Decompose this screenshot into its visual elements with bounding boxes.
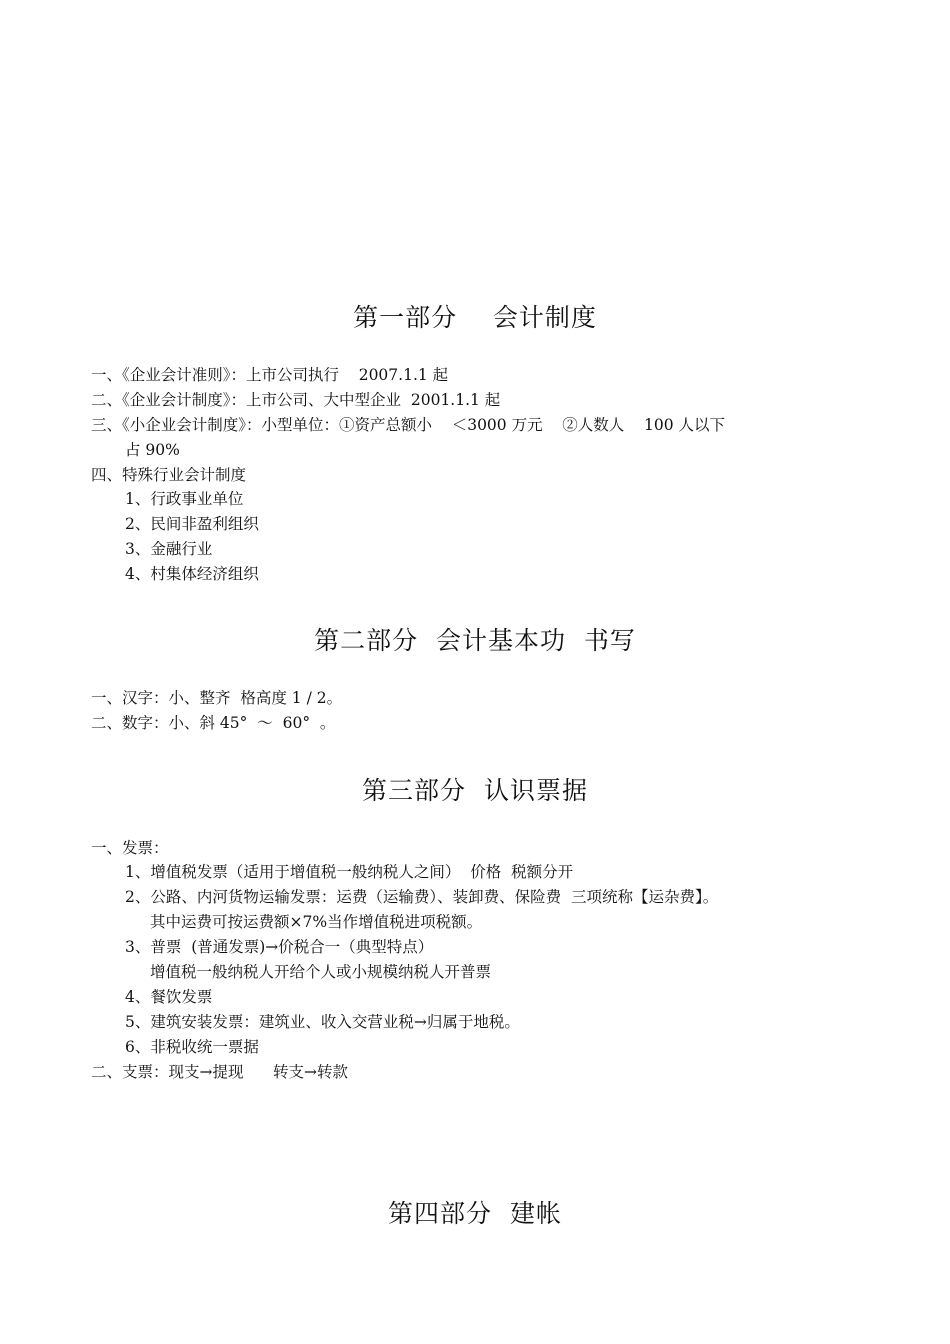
- sub-list-item-continuation: 增值税一般纳税人开给个人或小规模纳税人开普票: [150, 963, 492, 981]
- list-item: 二、《企业会计制度》：上市公司、大中型企业 2001.1.1 起: [91, 391, 501, 409]
- sub-list-item: 1、行政事业单位: [125, 490, 244, 508]
- sub-list-item: 3、金融行业: [125, 540, 213, 558]
- sub-list-item-continuation: 其中运费可按运费额×7%当作增值税进项税额。: [150, 913, 483, 931]
- section-title-accounting-system: 第一部分 会计制度: [353, 303, 597, 332]
- sub-list-item: 4、村集体经济组织: [125, 565, 259, 583]
- list-item-continuation: 占 90%: [125, 441, 180, 459]
- list-item: 二、支票：现支→提现 转支→转款: [91, 1063, 349, 1081]
- sub-list-item: 5、建筑安装发票：建筑业、收入交营业税→归属于地税。: [125, 1013, 520, 1031]
- section-title-basic-skills: 第二部分 会计基本功 书写: [314, 626, 636, 655]
- sub-list-item: 2、公路、内河货物运输发票：运费（运输费）、装卸费、保险费 三项统称【运杂费】。: [125, 888, 719, 906]
- section-title-invoices: 第三部分 认识票据: [362, 776, 588, 805]
- list-item: 三、《小企业会计制度》：小型单位：①资产总额小 ＜3000 万元 ②人数人 100 人以下: [91, 416, 726, 434]
- list-item: 一、汉字：小、整齐 格高度 1 / 2。: [91, 689, 343, 707]
- list-item: 一、发票：: [91, 839, 169, 857]
- list-item: 二、数字：小、斜 45° ～ 60° 。: [91, 714, 336, 732]
- sub-list-item: 3、普票 (普通发票)→价税合一（典型特点）: [125, 938, 434, 956]
- sub-list-item: 4、餐饮发票: [125, 988, 213, 1006]
- section-title-bookkeeping-setup: 第四部分 建帐: [388, 1199, 562, 1228]
- sub-list-item: 6、非税收统一票据: [125, 1038, 259, 1056]
- list-item: 一、《企业会计准则》：上市公司执行 2007.1.1 起: [91, 366, 449, 384]
- list-item: 四、特殊行业会计制度: [91, 466, 247, 484]
- sub-list-item: 1、增值税发票（适用于增值税一般纳税人之间） 价格 税额分开: [125, 863, 574, 881]
- sub-list-item: 2、民间非盈利组织: [125, 515, 259, 533]
